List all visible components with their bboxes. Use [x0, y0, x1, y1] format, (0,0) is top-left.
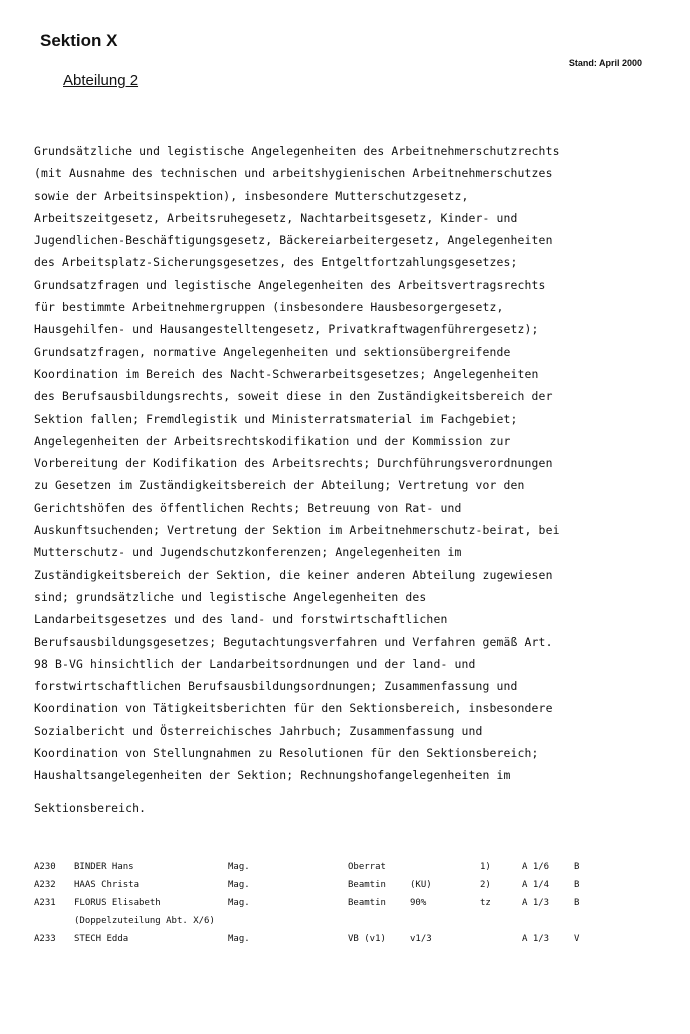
text-line: Grundsatzfragen und legistische Angelegenheiten des Arbeitsvertragsrechts — [34, 277, 546, 292]
staff-code: A230 — [34, 862, 56, 872]
staff-row — [34, 880, 580, 898]
text-line: 98 B-VG hinsichtlich der Landarbeitsordnungen und der land- und — [34, 656, 476, 671]
status-date: Stand: April 2000 — [568, 58, 642, 68]
staff-category: B — [574, 880, 580, 890]
staff-extra: (KU) — [410, 880, 432, 890]
staff-category: V — [574, 934, 580, 944]
department-heading: Abteilung 2 — [63, 72, 139, 89]
staff-title: Mag. — [228, 862, 250, 872]
staff-name: BINDER Hans — [74, 862, 134, 872]
text-line: forstwirtschaftlichen Berufsausbildungsordnungen; Zusammenfassung und — [34, 679, 518, 694]
staff-list — [34, 862, 580, 952]
text-line: sowie der Arbeitsinspektion), insbesondere Mutterschutzgesetz, — [34, 188, 469, 203]
text-line: Auskunftsuchenden; Vertretung der Sektion im Arbeitnehmerschutz-beirat, bei — [34, 523, 560, 538]
text-line: Grundsätzliche und legistische Angelegenheiten des Arbeitnehmerschutzrechts — [34, 144, 560, 158]
staff-name: (Doppelzuteilung Abt. X/6) — [74, 916, 215, 926]
staff-grade: A 1/3 — [522, 934, 550, 944]
staff-grade: A 1/3 — [522, 898, 550, 908]
text-line: Hausgehilfen- und Hausangestelltengesetz, Privatkraftwagenführergesetz); — [34, 322, 539, 337]
staff-position: Oberrat — [348, 862, 386, 872]
staff-grade: A 1/4 — [522, 880, 550, 890]
responsibilities-paragraph — [34, 140, 654, 819]
staff-code: A232 — [34, 880, 56, 890]
staff-title: Mag. — [228, 898, 250, 908]
staff-code: A231 — [34, 898, 56, 908]
text-line: Sektion fallen; Fremdlegistik und Ministerratsmaterial im Fachgebiet; — [34, 411, 518, 426]
staff-category: B — [574, 898, 580, 908]
text-line: des Berufsausbildungsrechts, soweit diese in den Zuständigkeitsbereich der — [34, 389, 553, 404]
staff-category: B — [574, 862, 580, 872]
staff-row — [34, 862, 580, 880]
text-line: des Arbeitsplatz-Sicherungsgesetzes, des Entgeltfortzahlungsgesetzes; — [34, 255, 518, 270]
staff-note: tz — [480, 898, 491, 908]
staff-position: VB (v1) — [348, 934, 386, 944]
staff-title: Mag. — [228, 880, 250, 890]
text-line: Sozialbericht und Österreichisches Jahrbuch; Zusammenfassung und — [34, 723, 483, 738]
staff-note: 1) — [480, 862, 491, 872]
text-line: Sektionsbereich. — [34, 800, 147, 815]
text-line: Vorbereitung der Kodifikation des Arbeitsrechts; Durchführungsverordnungen — [34, 456, 553, 471]
staff-title: Mag. — [228, 934, 250, 944]
text-line: zu Gesetzen im Zuständigkeitsbereich der Abteilung; Vertretung vor den — [34, 478, 525, 493]
staff-name: FLORUS Elisabeth — [74, 898, 161, 908]
staff-row — [34, 934, 580, 952]
text-line: für bestimmte Arbeitnehmergruppen (insbesondere Hausbesorgergesetz, — [34, 300, 504, 315]
staff-extra: 90% — [410, 898, 427, 908]
text-line: Koordination im Bereich des Nacht-Schwerarbeitsgesetzes; Angelegenheiten — [34, 366, 539, 381]
text-line: Arbeitszeitgesetz, Arbeitsruhegesetz, Nachtarbeitsgesetz, Kinder- und — [34, 210, 518, 225]
staff-row — [34, 916, 215, 934]
staff-row — [34, 898, 580, 916]
text-line: Grundsatzfragen, normative Angelegenheiten und sektionsübergreifende — [34, 344, 511, 359]
text-line: Berufsausbildungsgesetzes; Begutachtungsverfahren und Verfahren gemäß Art. — [34, 634, 553, 649]
staff-code: A233 — [34, 934, 56, 944]
text-line: Angelegenheiten der Arbeitsrechtskodifikation und der Kommission zur — [34, 433, 511, 448]
staff-position: Beamtin — [348, 880, 386, 890]
text-line: (mit Ausnahme des technischen und arbeitshygienischen Arbeitnehmerschutzes — [34, 166, 553, 181]
staff-extra: v1/3 — [410, 934, 432, 944]
staff-name: STECH Edda — [74, 934, 129, 944]
text-line: Haushaltsangelegenheiten der Sektion; Rechnungshofangelegenheiten im — [34, 768, 511, 783]
text-line: Landarbeitsgesetzes und des land- und forstwirtschaftlichen — [34, 612, 448, 627]
text-line: sind; grundsätzliche und legistische Angelegenheiten des — [34, 589, 427, 604]
staff-note: 2) — [480, 880, 491, 890]
staff-position: Beamtin — [348, 898, 386, 908]
section-heading: Sektion X — [40, 31, 118, 50]
staff-grade: A 1/6 — [522, 862, 550, 872]
text-line: Jugendlichen-Beschäftigungsgesetz, Bäckereiarbeitergesetz, Angelegenheiten — [34, 233, 553, 248]
text-line: Mutterschutz- und Jugendschutzkonferenzen; Angelegenheiten im — [34, 545, 462, 560]
text-line: Gerichtshöfen des öffentlichen Rechts; Betreuung von Rat- und — [34, 500, 462, 515]
text-line: Zuständigkeitsbereich der Sektion, die keiner anderen Abteilung zugewiesen — [34, 567, 553, 582]
text-line: Koordination von Tätigkeitsberichten für den Sektionsbereich, insbesondere — [34, 701, 553, 716]
text-line: Koordination von Stellungnahmen zu Resolutionen für den Sektionsbereich; — [34, 746, 539, 761]
staff-name: HAAS Christa — [74, 880, 140, 890]
